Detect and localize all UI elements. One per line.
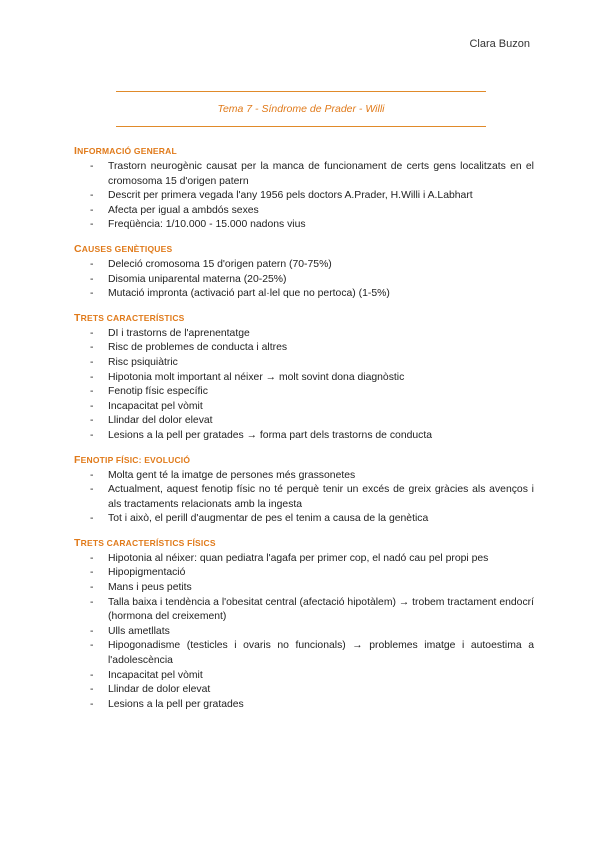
section-trets-caracteristics [74,312,534,444]
list-item: - Talla baixa i tendència a l'obesitat central (afectació hipotàlem) → trobem tractament endocrí (hormona del creixement) [74,596,534,625]
list-item: - Risc psiquiàtric [74,356,534,371]
list-item: - Freqüència: 1/10.000 - 15.000 nadons vius [74,218,534,233]
page-title: Tema 7 - Síndrome de Prader - Willi [217,103,385,115]
list-item: - DI i trastorns de l'aprenentatge [74,327,534,342]
list-item: - Lesions a la pell per gratades → forma part dels trastorns de conducta [74,429,534,444]
list-item: - Tot i això, el perill d'augmentar de pes el tenim a causa de la genètica [74,512,534,527]
section-trets-caracteristics-fisics [74,537,534,713]
list-item: - Mans i peus petits [74,581,534,596]
bullet-list [74,552,534,713]
list-item: - Hipotonia molt important al néixer → molt sovint dona diagnòstic [74,371,534,386]
section-fenotip-fisic-evolucio [74,454,534,527]
title-rule-top [116,91,486,92]
section-heading: TRETS CARACTERÍSTICS [74,311,185,324]
list-item: - Molta gent té la imatge de persones més grassonetes [74,469,534,484]
list-item: - Risc de problemes de conducta i altres [74,341,534,356]
section-heading: CAUSES GENÈTIQUES [74,242,173,255]
list-item: - Descrit per primera vegada l'any 1956 pels doctors A.Prader, H.Willi i A.Labhart [74,189,534,204]
list-item: - Ulls ametllats [74,625,534,640]
section-heading: INFORMACIÓ GENERAL [74,145,177,157]
bullet-list [74,258,534,302]
list-item: - Deleció cromosoma 15 d'origen patern (70-75%) [74,258,534,273]
list-item: - Afecta per igual a ambdós sexes [74,204,534,219]
list-item: - Trastorn neurogènic causat per la manca de funcionament de certs gens localitzats en el cromosoma 15 d'origen patern [74,160,534,189]
author-name: Clara Buzon [469,38,530,50]
bullet-list [74,469,534,527]
list-item: - Incapacitat pel vòmit [74,669,534,684]
list-item: - Hipotonia al néixer: quan pediatra l'agafa per primer cop, el nadó cau pel propi pes [74,552,534,567]
list-item: - Lesions a la pell per gratades [74,698,534,713]
section-informacio-general [74,145,534,233]
list-item: - Llindar de dolor elevat [74,683,534,698]
list-item: - Hipogonadisme (testicles i ovaris no funcionals) → problemes imatge i autoestima a l'adolescència [74,639,534,668]
title-rule-bottom [116,126,486,127]
section-heading: FENOTIP FÍSIC: EVOLUCIÓ [74,453,191,466]
list-item: - Mutació impronta (activació part al·lel que no pertoca) (1-5%) [74,287,534,302]
bullet-list [74,160,534,233]
section-causes-genetiques [74,243,534,302]
list-item: - Hipopigmentació [74,566,534,581]
document-body [74,145,534,722]
list-item: - Disomia uniparental materna (20-25%) [74,273,534,288]
list-item: - Fenotip físic específic [74,385,534,400]
list-item: - Actualment, aquest fenotip físic no té perquè tenir un excés de greix gràcies als avenços i als tractaments relacionats amb la ingesta [74,483,534,512]
section-heading: TRETS CARACTERÍSTICS FÍSICS [74,536,216,549]
bullet-list [74,327,534,444]
list-item: - Llindar del dolor elevat [74,414,534,429]
list-item: - Incapacitat pel vòmit [74,400,534,415]
